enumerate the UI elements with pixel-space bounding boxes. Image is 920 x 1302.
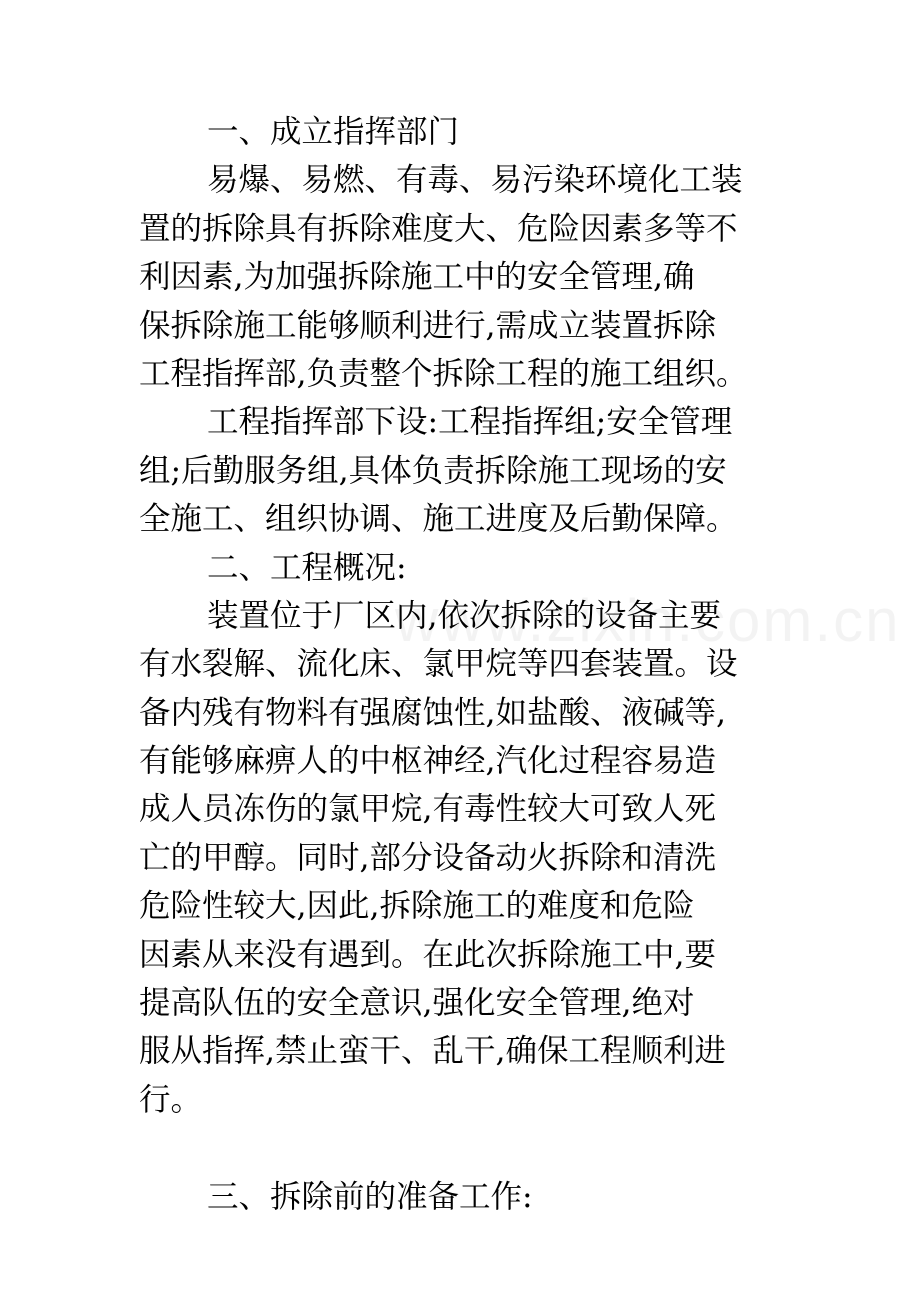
paragraph-line: 有水裂解、流化床、氯甲烷等四套装置。设	[139, 646, 738, 683]
paragraph-line: 因素从来没有遇到。在此次拆除施工中,要	[139, 936, 717, 973]
paragraph-line: 全施工、组织协调、施工进度及后勤保障。	[139, 501, 738, 538]
paragraph-line: 工程指挥部,负责整个拆除工程的施工组织。	[139, 355, 748, 392]
heading-1: 一、成立指挥部门	[207, 114, 460, 150]
paragraph-line: 亡的甲醇。同时,部分设备动火拆除和清洗	[139, 839, 717, 876]
paragraph-line: 行。	[139, 1081, 203, 1118]
heading-3: 三、拆除前的准备工作:	[207, 1178, 533, 1215]
paragraph-line: 装置位于厂区内,依次拆除的设备主要	[207, 597, 722, 634]
paragraph-line: 备内残有物料有强腐蚀性,如盐酸、液碱等,	[139, 694, 727, 731]
paragraph-line: 易爆、易燃、有毒、易污染环境化工装	[207, 162, 743, 199]
paragraph-line: 提高队伍的安全意识,强化安全管理,绝对	[139, 985, 695, 1022]
paragraph-line: 成人员冻伤的氯甲烷,有毒性较大可致人死	[139, 791, 717, 828]
paragraph-line: 危险性较大,因此,拆除施工的难度和危险	[139, 888, 695, 925]
paragraph-line: 服从指挥,禁止蛮干、乱干,确保工程顺利进	[139, 1033, 727, 1070]
paragraph-line: 工程指挥部下设:工程指挥组;安全管理	[207, 404, 733, 441]
paragraph-line: 有能够麻痹人的中枢神经,汽化过程容易造	[139, 743, 717, 780]
blank-line	[139, 1124, 799, 1172]
heading-2: 二、工程概况:	[207, 549, 407, 586]
paragraph-line: 置的拆除具有拆除难度大、危险因素多等不	[139, 210, 738, 247]
paragraph-line: 利因素,为加强拆除施工中的安全管理,确	[139, 259, 695, 296]
paragraph-line: 保拆除施工能够顺利进行,需成立装置拆除	[139, 307, 717, 344]
document-body	[139, 108, 799, 1221]
paragraph-line: 组;后勤服务组,具体负责拆除施工现场的安	[139, 452, 727, 489]
